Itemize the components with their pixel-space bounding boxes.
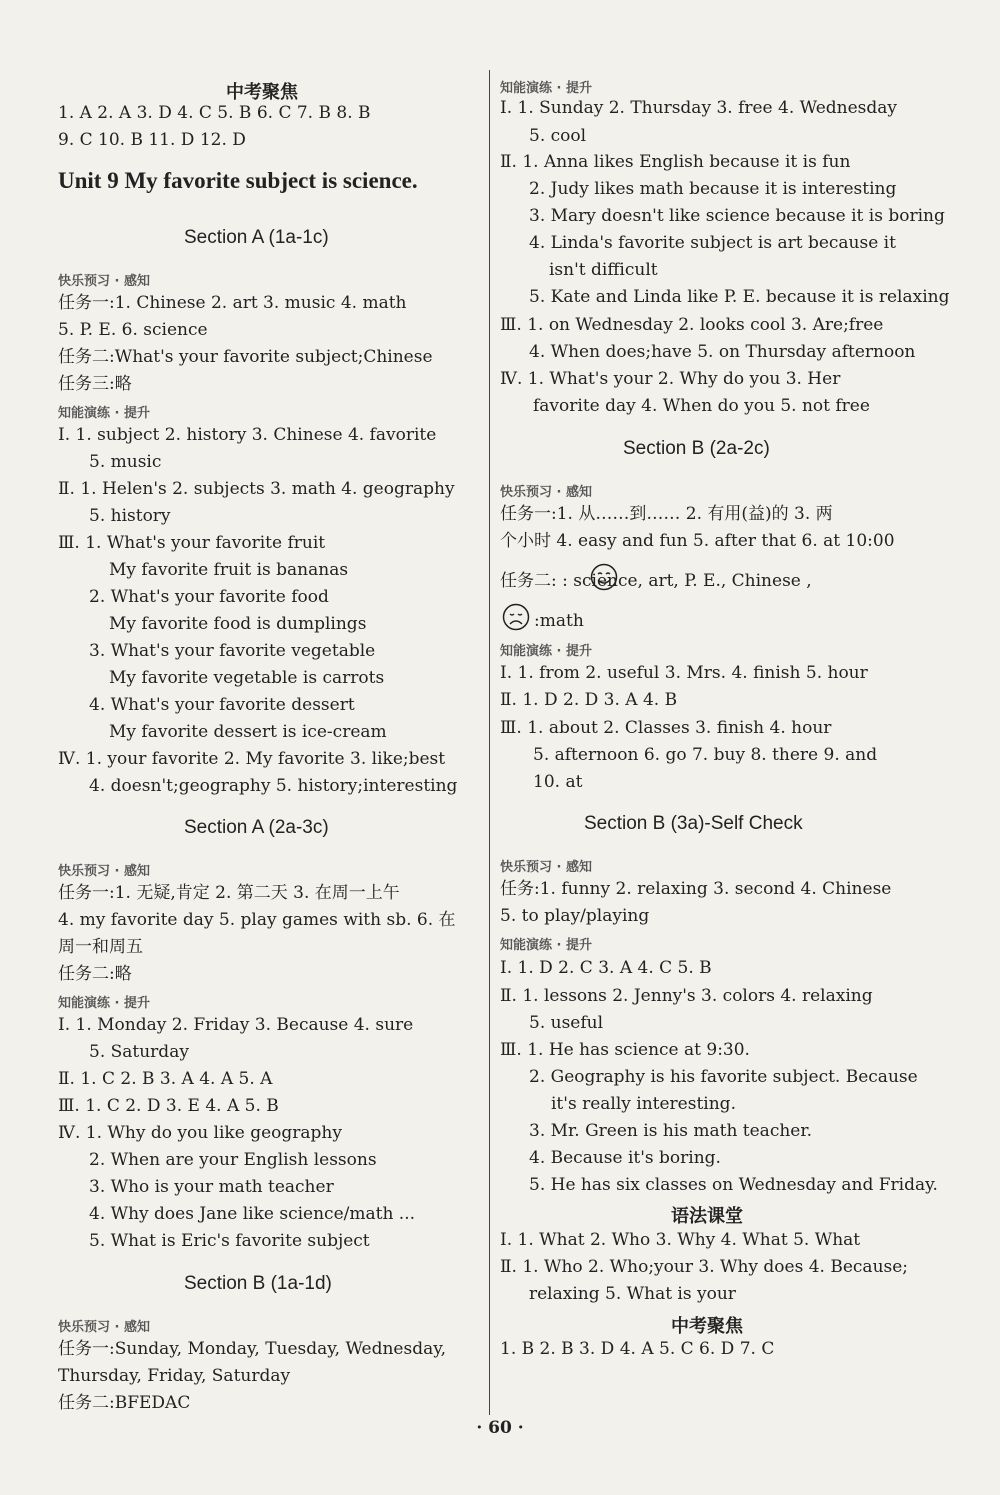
answer-line: Ⅲ. 1. What's your favorite fruit <box>58 533 326 553</box>
answer-line: 任务三:略 <box>58 374 132 394</box>
answer-line: 4. What's your favorite dessert <box>89 695 355 715</box>
answer-line: 3. Mary doesn't like science because it is boring <box>529 206 945 226</box>
answer-line: Ⅱ. 1. Anna likes English because it is fun <box>500 152 851 172</box>
exercise-label: 知能演练 · 提升 <box>500 938 592 953</box>
answer-line: Ⅰ. 1. D 2. C 3. A 4. C 5. B <box>500 958 712 978</box>
answer-line: 4. doesn't;geography 5. history;interesting <box>89 776 458 796</box>
section-title: Section A (1a-1c) <box>184 227 329 248</box>
answer-line: 任务一:1. 从……到…… 2. 有用(益)的 3. 两 <box>500 504 833 524</box>
answer-line: My favorite fruit is bananas <box>109 560 349 580</box>
column-divider <box>489 70 490 1415</box>
answer-line: relaxing 5. What is your <box>529 1284 736 1304</box>
answer-line: 5. afternoon 6. go 7. buy 8. there 9. and <box>533 745 878 765</box>
answer-line: 个小时 4. easy and fun 5. after that 6. at 10:00 <box>500 531 895 551</box>
answer-line: Ⅱ. 1. D 2. D 3. A 4. B <box>500 690 678 710</box>
answer-line: Ⅱ. 1. Who 2. Who;your 3. Why does 4. Because; <box>500 1257 909 1277</box>
answer-line: 5. useful <box>529 1013 604 1033</box>
answer-line: 2. When are your English lessons <box>89 1150 377 1170</box>
section-title: Section B (2a-2c) <box>623 438 770 459</box>
answer-line: 2. What's your favorite food <box>89 587 329 607</box>
sad-face-icon <box>502 603 530 631</box>
answer-line: Ⅰ. 1. Monday 2. Friday 3. Because 4. sure <box>58 1015 414 1035</box>
exercise-label: 知能演练 · 提升 <box>58 406 150 421</box>
unit-title: Unit 9 My favorite subject is science. <box>58 168 418 193</box>
section-heading: 中考聚焦 <box>671 1316 743 1337</box>
answer-line: 任务一:1. 无疑,肯定 2. 第二天 3. 在周一上午 <box>58 883 400 903</box>
answer-line: 5. Kate and Linda like P. E. because it is relaxing <box>529 287 950 307</box>
answer-line: Ⅰ. 1. What 2. Who 3. Why 4. What 5. What <box>500 1230 861 1250</box>
answer-line: My favorite food is dumplings <box>109 614 367 634</box>
answer-line: 5. to play/playing <box>500 906 650 926</box>
section-title: Section B (3a)-Self Check <box>584 813 803 834</box>
answer-line: 任务二:BFEDAC <box>58 1393 191 1413</box>
answer-line: 1. A 2. A 3. D 4. C 5. B 6. C 7. B 8. B <box>58 103 371 123</box>
answer-line: 5. P. E. 6. science <box>58 320 208 340</box>
answer-line: 2. Geography is his favorite subject. Because <box>529 1067 918 1087</box>
section-heading: 语法课堂 <box>671 1206 743 1227</box>
answer-line: 4. my favorite day 5. play games with sb. 6. 在 <box>58 910 456 930</box>
answer-line: 1. B 2. B 3. D 4. A 5. C 6. D 7. C <box>500 1339 775 1359</box>
answer-line: 4. When does;have 5. on Thursday afternoon <box>529 342 916 362</box>
answer-line: Thursday, Friday, Saturday <box>58 1366 291 1386</box>
answer-line: it's really interesting. <box>551 1094 736 1114</box>
answer-line: isn't difficult <box>549 260 658 280</box>
answer-line: 5. history <box>89 506 171 526</box>
answer-line: 任务二:What's your favorite subject;Chinese <box>58 347 433 367</box>
answer-line: 4. Why does Jane like science/math ... <box>89 1204 416 1224</box>
answer-line: 5. music <box>89 452 162 472</box>
answer-line: 任务二:略 <box>58 964 132 984</box>
answer-line: Ⅳ. 1. Why do you like geography <box>58 1123 342 1143</box>
exercise-label: 快乐预习 · 感知 <box>500 485 592 500</box>
answer-line: Ⅲ. 1. He has science at 9:30. <box>500 1040 750 1060</box>
answer-line: 5. What is Eric's favorite subject <box>89 1231 370 1251</box>
answer-line: 4. Linda's favorite subject is art because it <box>529 233 896 253</box>
answer-line: Ⅳ. 1. your favorite 2. My favorite 3. like;best <box>58 749 446 769</box>
exercise-label: 知能演练 · 提升 <box>58 996 150 1011</box>
exercise-label: 快乐预习 · 感知 <box>58 274 150 289</box>
answer-line: 10. at <box>533 772 583 792</box>
answer-line: 3. What's your favorite vegetable <box>89 641 376 661</box>
section-heading: 中考聚焦 <box>226 82 298 103</box>
answer-line: Ⅲ. 1. on Wednesday 2. looks cool 3. Are;free <box>500 315 884 335</box>
answer-line: 任务一:Sunday, Monday, Tuesday, Wednesday, <box>58 1339 446 1359</box>
answer-line: 3. Who is your math teacher <box>89 1177 334 1197</box>
answer-line: Ⅱ. 1. C 2. B 3. A 4. A 5. A <box>58 1069 273 1089</box>
answer-line: Ⅱ. 1. Helen's 2. subjects 3. math 4. geography <box>58 479 455 499</box>
answer-line: Ⅱ. 1. lessons 2. Jenny's 3. colors 4. relaxing <box>500 986 873 1006</box>
answer-line: 任务一:1. Chinese 2. art 3. music 4. math <box>58 293 407 313</box>
exercise-label: 快乐预习 · 感知 <box>58 864 150 879</box>
answer-line: 5. Saturday <box>89 1042 189 1062</box>
answer-line: 任务二: : science, art, P. E., Chinese , <box>500 571 812 591</box>
exercise-label: 知能演练 · 提升 <box>500 644 592 659</box>
answer-line: 任务:1. funny 2. relaxing 3. second 4. Chinese <box>500 879 892 899</box>
page-number: · 60 · <box>476 1418 524 1438</box>
answer-line: 2. Judy likes math because it is interesting <box>529 179 897 199</box>
answer-line: 周一和周五 <box>58 937 143 957</box>
answer-line: My favorite vegetable is carrots <box>109 668 385 688</box>
answer-line: Ⅰ. 1. from 2. useful 3. Mrs. 4. finish 5. hour <box>500 663 868 683</box>
answer-line: Ⅰ. 1. subject 2. history 3. Chinese 4. favorite <box>58 425 437 445</box>
section-title: Section B (1a-1d) <box>184 1273 332 1294</box>
answer-line: 9. C 10. B 11. D 12. D <box>58 130 246 150</box>
answer-line: Ⅰ. 1. Sunday 2. Thursday 3. free 4. Wednesday <box>500 98 898 118</box>
exercise-label: 快乐预习 · 感知 <box>500 860 592 875</box>
answer-line: My favorite dessert is ice-cream <box>109 722 387 742</box>
answer-line: Ⅳ. 1. What's your 2. Why do you 3. Her <box>500 369 841 389</box>
answer-line: 5. cool <box>529 126 587 146</box>
answer-line: 3. Mr. Green is his math teacher. <box>529 1121 813 1141</box>
exercise-label: 快乐预习 · 感知 <box>58 1320 150 1335</box>
answer-line: :math <box>534 611 584 631</box>
section-title: Section A (2a-3c) <box>184 817 329 838</box>
answer-line: Ⅲ. 1. C 2. D 3. E 4. A 5. B <box>58 1096 279 1116</box>
answer-line: 5. He has six classes on Wednesday and Friday. <box>529 1175 938 1195</box>
answer-line: favorite day 4. When do you 5. not free <box>533 396 870 416</box>
answer-line: Ⅲ. 1. about 2. Classes 3. finish 4. hour <box>500 718 832 738</box>
exercise-label: 知能演练 · 提升 <box>500 81 592 96</box>
answer-line: 4. Because it's boring. <box>529 1148 721 1168</box>
